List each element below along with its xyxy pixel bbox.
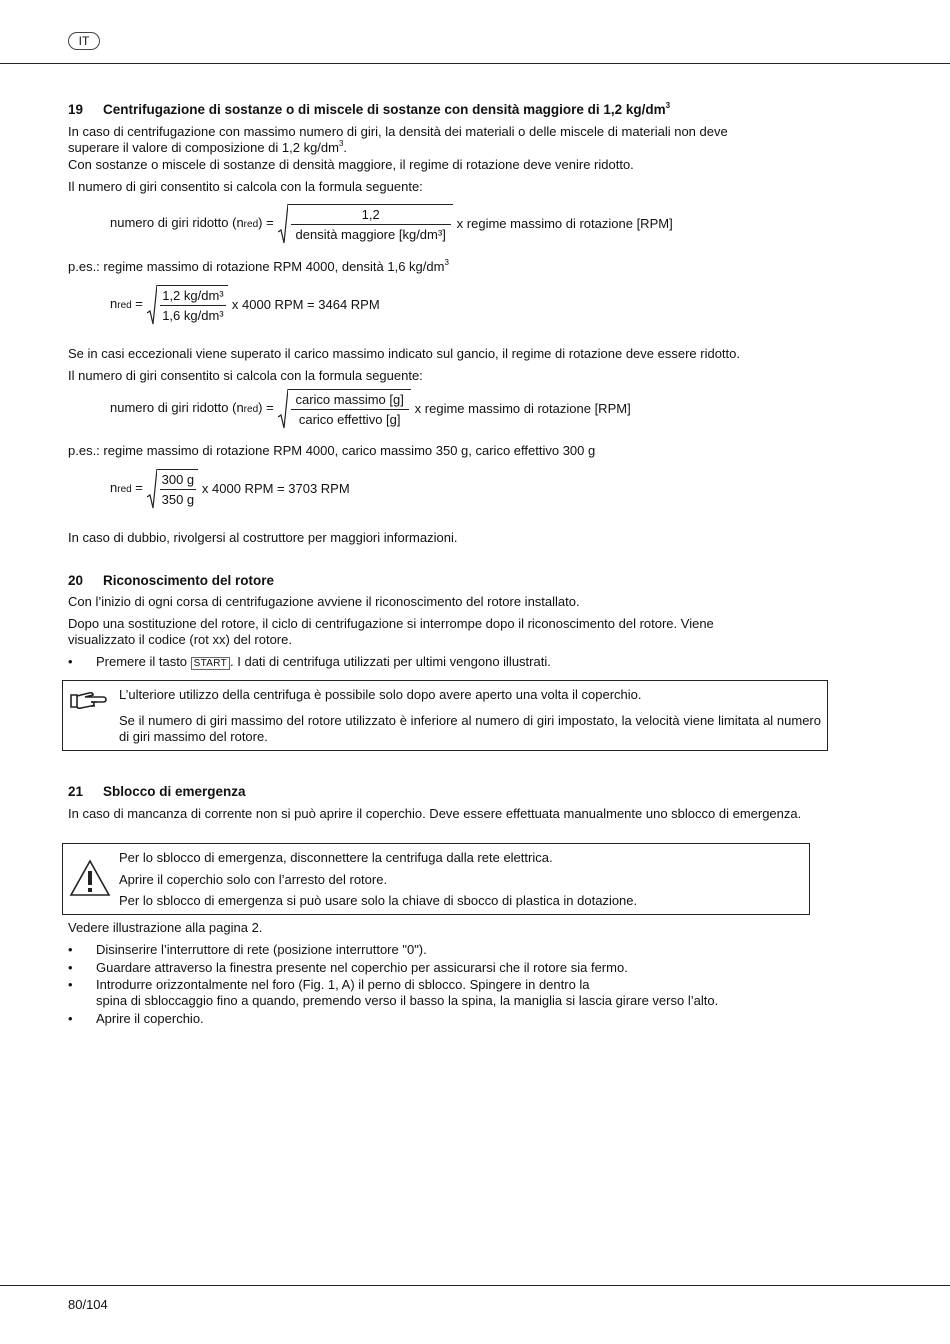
- square-root: [278, 389, 411, 429]
- warning-triangle-icon: [69, 859, 111, 897]
- start-key-label: START: [191, 657, 230, 670]
- bullet-icon: •: [68, 1011, 73, 1026]
- warning-box: [62, 843, 810, 915]
- note-box: [62, 680, 828, 751]
- note-line: L’ulteriore utilizzo della centrifuga è possibile solo dopo avere aperto una volta il coperchio.: [119, 687, 642, 702]
- formula-denominator: 1,6 kg/dm³: [162, 308, 224, 323]
- square-root: [147, 285, 228, 325]
- paragraph: Con l’inizio di ogni corsa di centrifugazione avviene il riconoscimento del rotore installato.: [68, 594, 580, 609]
- formula-denominator: carico effettivo [g]: [298, 412, 401, 427]
- square-root: [278, 204, 453, 244]
- paragraph: Il numero di giri consentito si calcola con la formula seguente:: [68, 368, 423, 383]
- formula-load: [110, 389, 631, 429]
- square-root: [147, 469, 198, 509]
- section-title: Riconoscimento del rotore: [103, 573, 275, 588]
- bullet-icon: •: [68, 977, 73, 992]
- paragraph: Con sostanze o miscele di sostanze di densità maggiore, il regime di rotazione deve venire ridotto.: [68, 157, 634, 172]
- formula-denominator: 350 g: [161, 492, 195, 507]
- formula-numerator: 1,2 kg/dm³: [160, 288, 226, 306]
- paragraph: Vedere illustrazione alla pagina 2.: [68, 920, 263, 935]
- paragraph: Se in casi eccezionali viene superato il carico massimo indicato sul gancio, il regime di rotazione deve essere ridotto.: [68, 346, 741, 361]
- bullet-icon: •: [68, 654, 73, 669]
- list-item: • Guardare attraverso la finestra presente nel coperchio per assicurarsi che il rotore sia fermo.: [68, 960, 628, 975]
- paragraph: Il numero di giri consentito si calcola con la formula seguente:: [68, 179, 423, 194]
- list-item: • Disinserire l’interruttore di rete (posizione interruttore "0").: [68, 942, 427, 957]
- formula-lhs: nred =: [110, 296, 143, 311]
- section-20-heading: [68, 573, 820, 589]
- warning-line: Per lo sblocco di emergenza si può usare solo la chiave di sbocco di plastica in dotazione.: [119, 893, 638, 908]
- radical-icon: [147, 285, 157, 325]
- warning-line: Aprire il coperchio solo con l’arresto del rotore.: [119, 872, 388, 887]
- paragraph: Dopo una sostituzione del rotore, il ciclo di centrifugazione si interrompe dopo il riconoscimento del rotore. Viene visualizzato il codice (rot xx) del rotore.: [68, 616, 714, 647]
- example-line: p.es.: regime massimo di rotazione RPM 4000, carico massimo 350 g, carico effettivo 300 g: [68, 443, 596, 458]
- formula-numerator: 1,2: [291, 207, 451, 225]
- formula-rhs: x 4000 RPM = 3703 RPM: [201, 481, 350, 496]
- paragraph: In caso di mancanza di corrente non si può aprire il coperchio. Deve essere effettuata manualmente uno sblocco di emergenza.: [68, 806, 802, 821]
- list-item: • Aprire il coperchio.: [68, 1011, 204, 1026]
- formula-rhs: x regime massimo di rotazione [RPM]: [456, 216, 673, 231]
- formula-rhs: x 4000 RPM = 3464 RPM: [231, 297, 380, 312]
- section-title: Centrifugazione di sostanze o di miscele di sostanze con densità maggiore di 1,2 kg/dm: [103, 102, 666, 117]
- formula-density: [110, 204, 673, 244]
- section-21-heading: [68, 784, 820, 800]
- warning-line: Per lo sblocco di emergenza, disconnettere la centrifuga dalla rete elettrica.: [119, 850, 553, 865]
- formula-lhs: numero di giri ridotto (nred) =: [110, 215, 274, 230]
- paragraph: In caso di dubbio, rivolgersi al costruttore per maggiori informazioni.: [68, 530, 458, 545]
- paragraph: In caso di centrifugazione con massimo numero di giri, la densità dei materiali o delle miscele di materiali non deve superare il valore di composizione di 1,2 $kg/dm^3$.: [68, 124, 728, 155]
- formula-numerator: 300 g: [160, 472, 196, 490]
- page-number: 80/104: [68, 1297, 108, 1312]
- radical-icon: [278, 204, 288, 244]
- list-item: • Premere il tasto START . I dati di centrifuga utilizzati per ultimi vengono illustrati.: [68, 654, 551, 669]
- formula-example-load: [110, 469, 350, 509]
- language-badge: IT: [68, 32, 100, 50]
- section-number: 19: [68, 102, 84, 117]
- radical-icon: [278, 389, 288, 429]
- formula-numerator: carico massimo [g]: [291, 392, 409, 410]
- section-19-heading: 19 Centrifugazione di sostanze o di miscele di sostanze con densità maggiore di 1,2 $kg/dm^3$: [68, 101, 671, 117]
- formula-lhs: nred =: [110, 480, 143, 495]
- radical-icon: [147, 469, 157, 509]
- formula-denominator: densità maggiore [kg/dm³]: [295, 227, 446, 242]
- note-line: Se il numero di giri massimo del rotore utilizzato è inferiore al numero di giri impostato, la velocità viene limitata al numero di giri massimo del rotore.: [119, 713, 821, 744]
- bullet-icon: •: [68, 942, 73, 957]
- formula-lhs: numero di giri ridotto (nred) =: [110, 400, 274, 415]
- formula-rhs: x regime massimo di rotazione [RPM]: [414, 401, 631, 416]
- section-number: 20: [68, 573, 84, 588]
- header-rule: [0, 63, 950, 64]
- bullet-icon: •: [68, 960, 73, 975]
- pointing-hand-icon: [69, 689, 107, 711]
- footer-rule: [0, 1285, 950, 1286]
- formula-example-density: [110, 285, 380, 325]
- example-line: p.es.: regime massimo di rotazione RPM 4000, densità 1,6 $kg/dm^3$: [68, 258, 449, 274]
- list-item: • Introdurre orizzontalmente nel foro (Fig. 1, A) il perno di sblocco. Spingere in dentro la spina di sbloccaggio fino a quando, premendo verso il basso la spina, la maniglia si lascia girare verso l’alto.: [68, 977, 719, 1008]
- section-title: Sblocco di emergenza: [103, 784, 246, 799]
- section-number: 21: [68, 784, 84, 799]
